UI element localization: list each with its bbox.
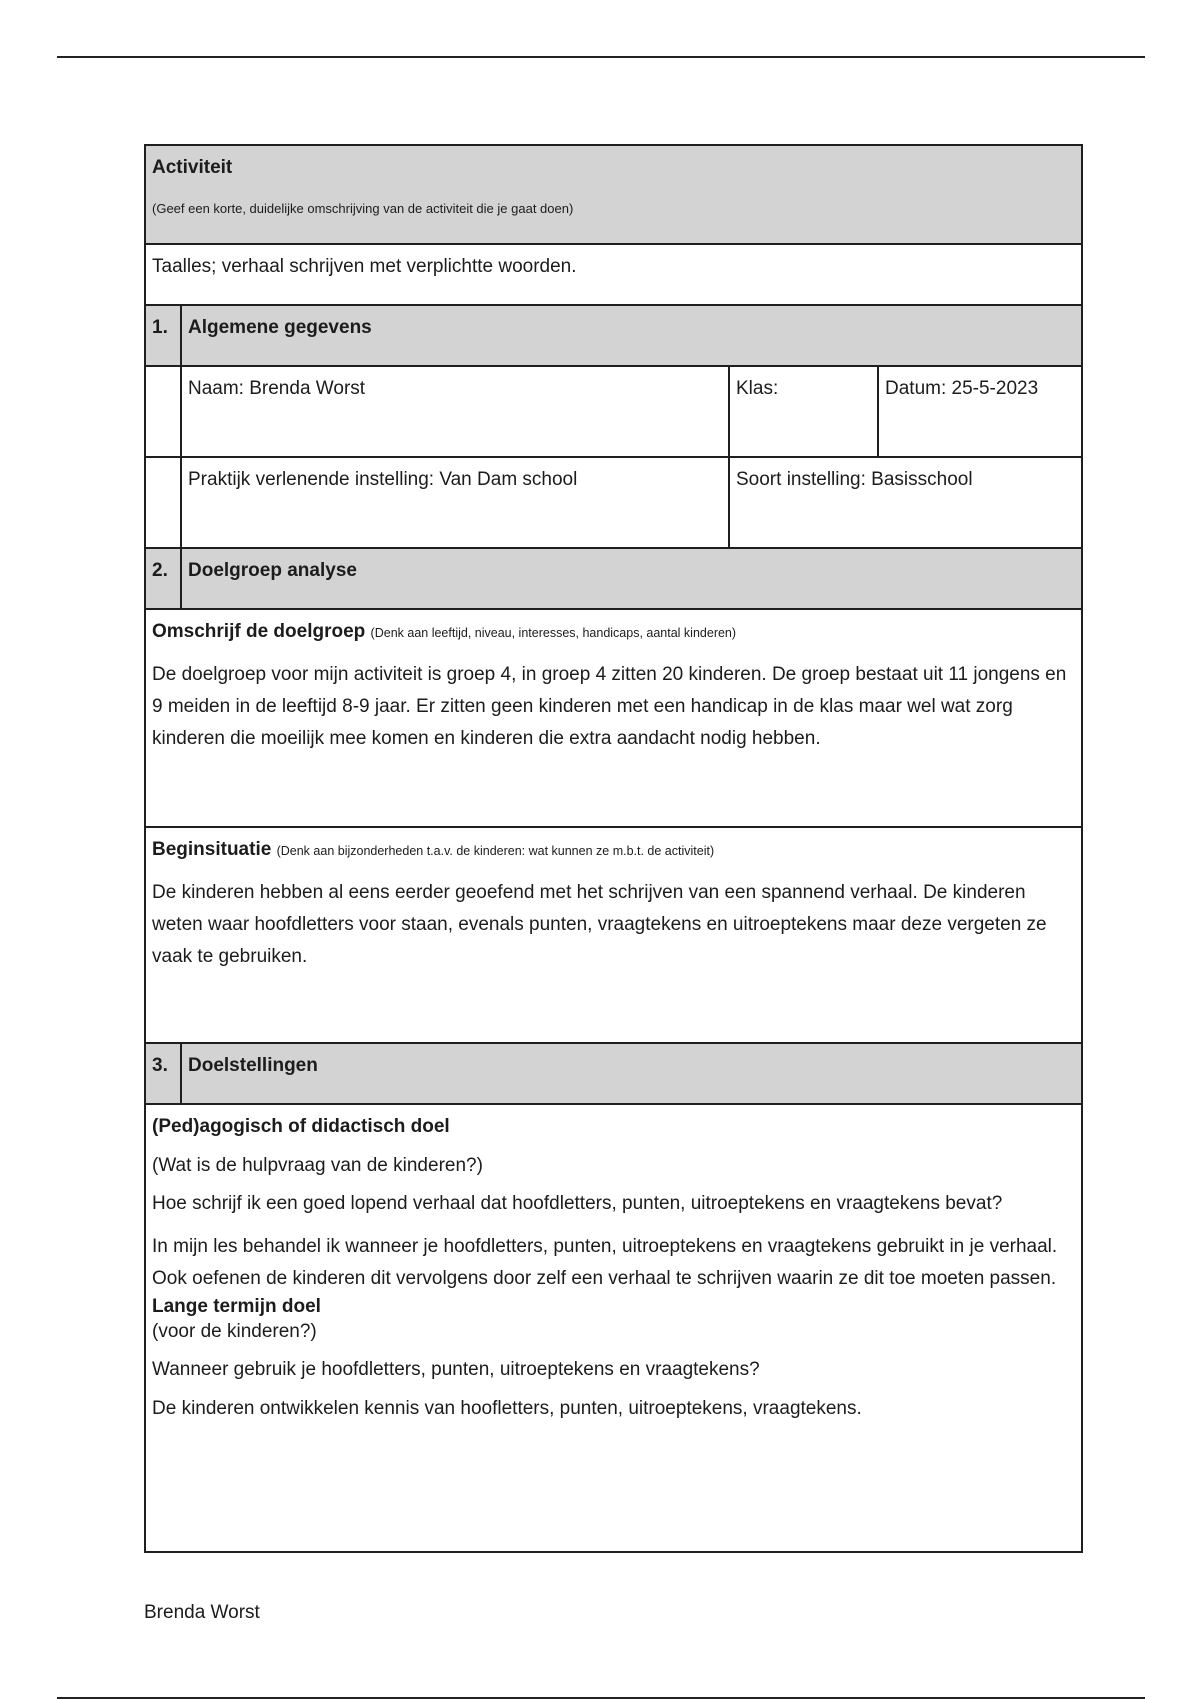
footer-rule (57, 1697, 1145, 1699)
lange-termijn-question: Wanneer gebruik je hoofdletters, punten, uitroeptekens en vraagtekens? (152, 1359, 760, 1381)
lange-termijn-text: De kinderen ontwikkelen kennis van hoofletters, punten, uitroeptekens, vraagtekens. (152, 1398, 862, 1420)
activiteit-header (145, 145, 1082, 244)
doelgroep-hint: (Denk aan leeftijd, niveau, interesses, handicaps, aantal kinderen) (370, 626, 737, 640)
section-1-spacer (145, 366, 181, 457)
activiteit-value: Taalles; verhaal schrijven met verplichtte woorden. (145, 244, 1082, 305)
ped-doel-question: (Wat is de hulpvraag van de kinderen?) (152, 1154, 483, 1176)
klas-field: Klas: (729, 366, 878, 457)
naam-field: Naam: Brenda Worst (181, 366, 729, 457)
section-1-spacer (145, 457, 181, 548)
section-3-title: Doelstellingen (181, 1043, 1082, 1104)
doelstellingen-cell (145, 1104, 1082, 1552)
activiteit-hint: (Geef een korte, duidelijke omschrijving van de activiteit die je gaat doen) (152, 200, 574, 216)
footer-author: Brenda Worst (144, 1602, 260, 1623)
section-2-number: 2. (145, 548, 181, 609)
beginsituatie-label: Beginsituatie (152, 839, 272, 860)
ped-doel-label: (Ped)agogisch of didactisch doel (152, 1116, 450, 1137)
beginsituatie-cell (145, 827, 1082, 1043)
activiteit-title: Activiteit (152, 157, 233, 178)
section-3-number: 3. (145, 1043, 181, 1104)
section-1-title: Algemene gegevens (181, 305, 1082, 366)
section-1-number: 1. (145, 305, 181, 366)
lange-termijn-label: Lange termijn doel (152, 1296, 321, 1318)
instelling-field: Praktijk verlenende instelling: Van Dam school (181, 457, 729, 548)
beginsituatie-text: De kinderen hebben al eens eerder geoefend met het schrijven van een spannend verhaal. De kinderen weten waar hoofdletters voor staan, evenals punten, vraagtekens en uitroeptekens maar deze vergeten ze vaak te gebruiken. (152, 881, 1047, 967)
lange-termijn-sub: (voor de kinderen?) (152, 1320, 317, 1342)
header-rule (57, 56, 1145, 58)
soort-instelling-field: Soort instelling: Basisschool (729, 457, 1082, 548)
doelgroep-cell (145, 609, 1082, 827)
doelgroep-text: De doelgroep voor mijn activiteit is groep 4, in groep 4 zitten 20 kinderen. De groep bestaat uit 11 jongens en 9 meiden in de leeftijd 8-9 jaar. Er zitten geen kinderen met een handicap in de klas maar wel wat zorg kinderen die moeilijk mee komen en kinderen die extra aandacht nodig hebben. (152, 663, 1067, 749)
datum-field: Datum: 25-5-2023 (878, 366, 1082, 457)
ped-doel-text: In mijn les behandel ik wanneer je hoofdletters, punten, uitroeptekens en vraagtekens gebruikt in je verhaal. Ook oefenen de kinderen dit vervolgens door zelf een verhaal te schrijven waarin ze dit toe moeten passen. (152, 1236, 1058, 1290)
doelgroep-label: Omschrijf de doelgroep (152, 621, 366, 642)
beginsituatie-hint: (Denk aan bijzonderheden t.a.v. de kinderen: wat kunnen ze m.b.t. de activiteit) (276, 844, 715, 858)
ped-doel-hulpvraag: Hoe schrijf ik een goed lopend verhaal dat hoofdletters, punten, uitroeptekens en vraagtekens bevat? (152, 1193, 1003, 1215)
section-2-title: Doelgroep analyse (181, 548, 1082, 609)
activity-form (144, 144, 1083, 1553)
